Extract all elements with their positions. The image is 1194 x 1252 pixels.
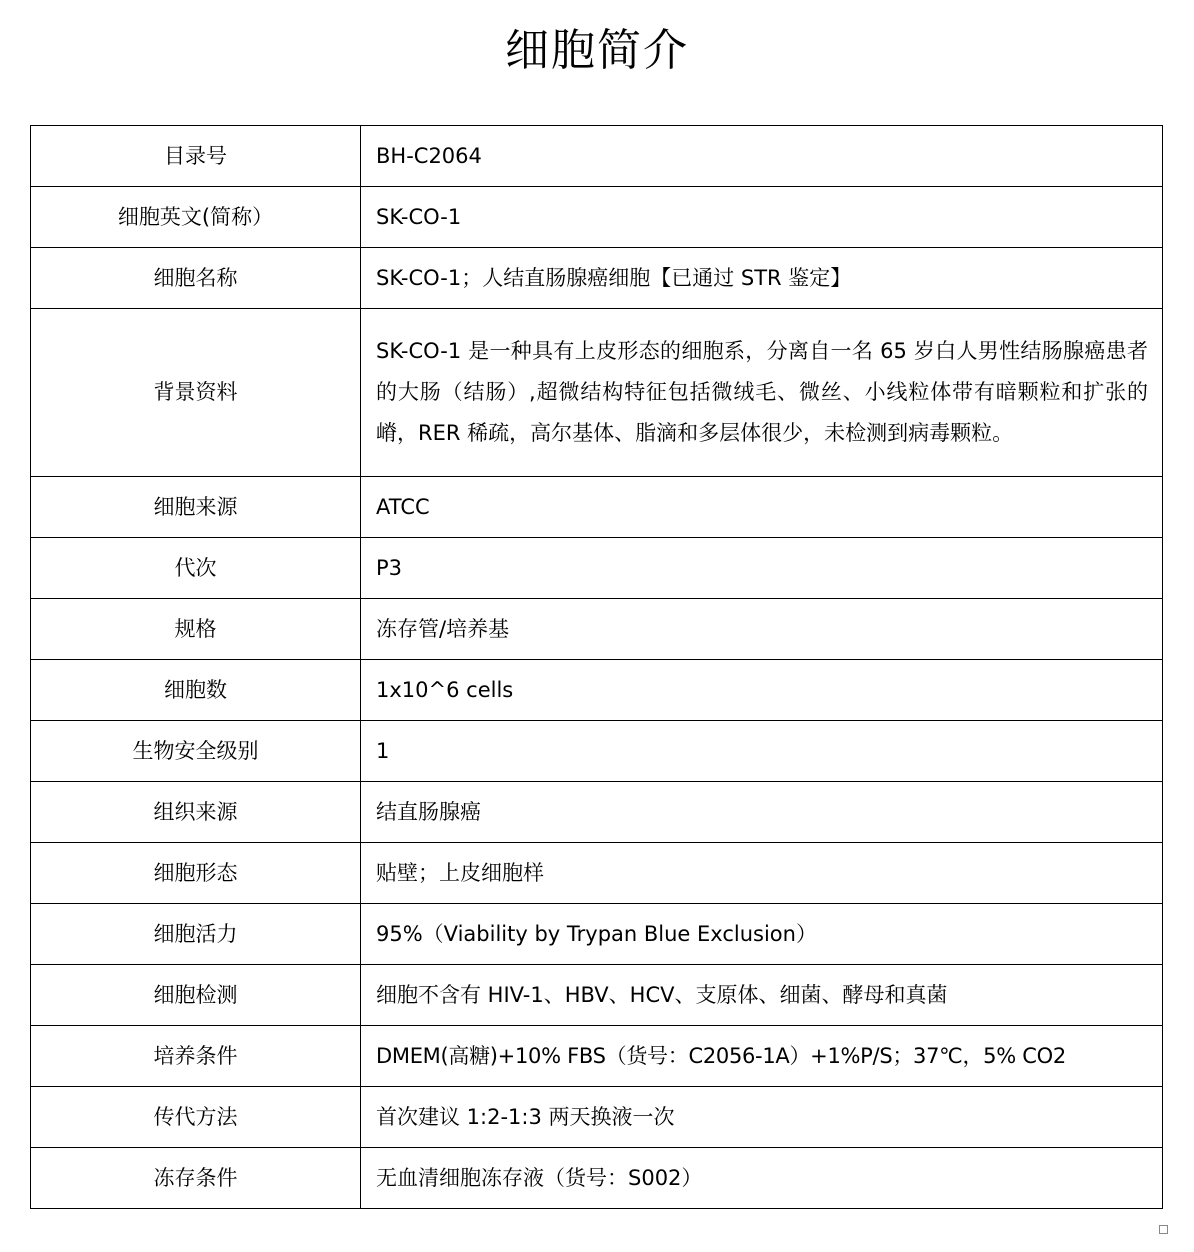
row-label: 代次 [31,538,361,599]
row-label: 细胞名称 [31,248,361,309]
table-row-biosafety-level [31,721,1163,782]
row-label: 细胞活力 [31,904,361,965]
row-label: 背景资料 [31,309,361,477]
table-row-specification [31,599,1163,660]
row-value: 无血清细胞冻存液（货号：S002） [361,1148,1163,1209]
row-value: DMEM(高糖)+10% FBS（货号：C2056-1A）+1%P/S；37℃，5% CO2 [361,1026,1163,1087]
table-row-source [31,477,1163,538]
row-value: BH-C2064 [361,126,1163,187]
row-label: 传代方法 [31,1087,361,1148]
table-row-passage-method [31,1087,1163,1148]
table-row-cryopreservation [31,1148,1163,1209]
row-label: 组织来源 [31,782,361,843]
row-value: 95%（Viability by Trypan Blue Exclusion） [361,904,1163,965]
row-value: 结直肠腺癌 [361,782,1163,843]
table-row-tissue-source [31,782,1163,843]
row-value: 首次建议 1:2-1:3 两天换液一次 [361,1087,1163,1148]
table-resize-handle[interactable] [1159,1225,1168,1234]
row-label: 规格 [31,599,361,660]
table-row-catalog-number [31,126,1163,187]
row-label: 细胞英文(简称） [31,187,361,248]
row-value: 1x10^6 cells [361,660,1163,721]
row-label: 目录号 [31,126,361,187]
row-value: 细胞不含有 HIV-1、HBV、HCV、支原体、细菌、酵母和真菌 [361,965,1163,1026]
table-row-english-name [31,187,1163,248]
row-label: 冻存条件 [31,1148,361,1209]
table-row-passage [31,538,1163,599]
table-row-viability [31,904,1163,965]
row-value: 1 [361,721,1163,782]
row-label: 细胞形态 [31,843,361,904]
cell-info-table [30,125,1163,1209]
table-row-cell-name [31,248,1163,309]
row-value: SK-CO-1 是一种具有上皮形态的细胞系，分离自一名 65 岁白人男性结肠腺癌患者的大肠（结肠）,超微结构特征包括微绒毛、微丝、小线粒体带有暗颗粒和扩张的嵴，RER 稀疏，高尔基体、脂滴和多层体很少，未检测到病毒颗粒。 [361,309,1163,477]
row-label: 细胞检测 [31,965,361,1026]
row-value: 贴壁；上皮细胞样 [361,843,1163,904]
table-row-culture-conditions [31,1026,1163,1087]
row-label: 细胞来源 [31,477,361,538]
row-value: SK-CO-1 [361,187,1163,248]
row-label: 生物安全级别 [31,721,361,782]
table-row-cell-count [31,660,1163,721]
row-value: 冻存管/培养基 [361,599,1163,660]
row-label: 细胞数 [31,660,361,721]
table-row-morphology [31,843,1163,904]
row-value: SK-CO-1；人结直肠腺癌细胞【已通过 STR 鉴定】 [361,248,1163,309]
table-row-background [31,309,1163,477]
page-title: 细胞简介 [505,25,689,76]
row-label: 培养条件 [31,1026,361,1087]
table-row-testing [31,965,1163,1026]
row-value: P3 [361,538,1163,599]
row-value: ATCC [361,477,1163,538]
